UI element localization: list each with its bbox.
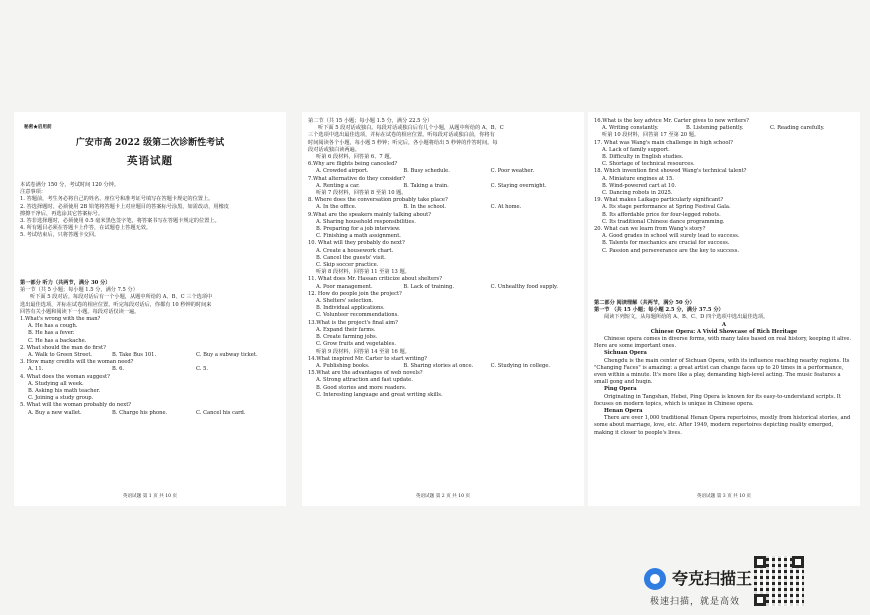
- answer-option: C. Reading carefully.: [770, 125, 825, 132]
- question-list: [20, 316, 280, 417]
- answer-option: B. In the school.: [403, 204, 447, 211]
- answer-option: A. Walk to Green Street.: [28, 352, 93, 359]
- answer-option: B. Wind-powered cart at 10.: [602, 182, 677, 189]
- secret-label: 秘密★启用前: [24, 125, 52, 130]
- answer-option: B. Talents for mechanics are crucial for success.: [602, 240, 730, 247]
- answer-option: B. Its affordable price for four-legged robots.: [602, 211, 721, 218]
- qr-corner: [754, 594, 766, 606]
- answer-option: A. Crowded airport.: [316, 168, 369, 175]
- opera-paragraph: There are over 1,000 traditional Henan Opera repertoires, mostly from historical stories, and some about marriage, love, etc. After 1949, modern repertoires depicting reality emerged, making it closer to people's lives.: [594, 415, 851, 436]
- listening-section-2: [308, 118, 578, 399]
- exam-page-1: [14, 112, 286, 506]
- instruction-line: 三个选项中选出最佳选项，并标在试卷的相应位置。听每段对话或独白前，你将有: [308, 132, 495, 139]
- instruction-line: 听下面 5 段对话。每段对话后有一个小题，从题中所给的 A、B、C 三个选项中: [30, 294, 213, 301]
- page-footer: 英语试题 第 1 页 共 10 页: [122, 493, 178, 499]
- answer-option: A. Sharing household responsibilities.: [316, 218, 416, 225]
- answer-option: C. Buy a subway ticket.: [196, 352, 258, 359]
- instruction-line: 5. 考试结束后，只将答题卡交回。: [20, 232, 100, 239]
- question-stem: 13.What is the project's final aim?: [308, 319, 398, 326]
- question-stem: 11. What does Mr. Hassan criticize about shelters?: [308, 276, 442, 283]
- answer-option: A. Its stage performance at Spring Festival Gala.: [602, 204, 731, 211]
- answer-option: A. 11.: [28, 366, 44, 373]
- option-row: [308, 284, 578, 291]
- answer-option: C. Interesting language and great writing skills.: [316, 391, 443, 398]
- qr-corner: [792, 556, 804, 568]
- answer-option: B. Individual applications.: [316, 305, 385, 312]
- opera-name: Sichuan Opera: [604, 350, 647, 357]
- section-instructions: [20, 294, 280, 316]
- answer-option: C. Poor weather.: [490, 168, 535, 175]
- instruction-line: 本试卷满分 150 分，考试时间 120 分钟。: [20, 182, 120, 188]
- question-stem: 4. What does the woman suggest?: [20, 373, 110, 380]
- question-stem: 16.What is the key advice Mr. Carter gives to new writers?: [594, 118, 749, 124]
- scanner-slogan: 极速扫描，就是高效: [650, 597, 741, 607]
- answer-option: C. Shortage of technical resources.: [602, 161, 695, 168]
- passage-letter: A: [721, 321, 727, 328]
- answer-option: C. Cancel his card.: [196, 409, 246, 416]
- answer-option: B. Lack of training.: [403, 283, 454, 290]
- answer-option: B. 6.: [112, 366, 125, 373]
- answer-option: A. Publishing books.: [316, 362, 370, 369]
- answer-option: C. 5.: [196, 366, 209, 373]
- answer-option: A. Studying all week.: [28, 380, 84, 387]
- instruction-line: 4. 所有题目必须在答题卡上作答，在试题卷上答题无效。: [20, 225, 152, 232]
- answer-option: A. Shelters' selection.: [316, 298, 374, 305]
- answer-option: A. Lack of family support.: [602, 146, 670, 153]
- scanner-name: 夸克扫描王: [672, 569, 753, 588]
- option-row: [308, 363, 578, 370]
- scanner-watermark: [644, 564, 844, 610]
- instruction-line: 时间阅读各个小题，每小题 5 秒钟；听完后，各小题将给出 5 秒钟的作答时间。每: [308, 139, 498, 146]
- answer-option: A. He has a cough.: [28, 323, 78, 330]
- answer-option: C. Unhealthy food supply.: [490, 283, 558, 290]
- question-stem: 17. What was Wang's main challenge in high school?: [594, 139, 733, 146]
- answer-option: C. He has a backache.: [28, 337, 87, 344]
- option-row: [308, 204, 578, 211]
- page-footer: 英语试题 第 2 页 共 10 页: [415, 493, 471, 499]
- answer-option: A. Buy a new wallet.: [28, 409, 82, 416]
- opera-name: Ping Opera: [604, 386, 637, 393]
- subject-title: 英语试题: [127, 155, 173, 167]
- question-stem: 2. What should the man do first?: [20, 344, 106, 351]
- answer-option: C. Volunteer recommendations.: [316, 312, 399, 319]
- instruction-line: 3. 答非选择题时，必须使用 0.5 毫米黑色签字笔，将答案书写在答题卡规定的位置上。: [20, 218, 220, 225]
- answer-option: C. Passion and perseverance are the key to success.: [602, 247, 740, 254]
- answer-option: A. Create a housework chart.: [316, 247, 394, 254]
- answer-option: B. Taking a train.: [403, 182, 449, 189]
- option-row: [308, 183, 578, 190]
- opera-list: [594, 350, 854, 436]
- answer-option: A. Miniature engines at 15.: [602, 175, 674, 182]
- instruction-line: 擦擦干净后，再选涂其它答案标号。: [20, 210, 104, 217]
- exam-instructions: [20, 182, 280, 240]
- question-stem: 12. How do people join the project?: [308, 290, 402, 297]
- scanner-logo-icon: [644, 568, 666, 590]
- answer-option: A. In the office.: [316, 204, 357, 211]
- answer-option: B. He has a fever.: [28, 330, 75, 337]
- section-heading: 第一节（共 5 小题；每小题 1.5 分，满分 7.5 分）: [20, 287, 138, 294]
- part-heading: 第二部分 阅读理解（共两节，满分 50 分）: [594, 300, 695, 306]
- qr-code-icon: [754, 556, 804, 606]
- exam-page-2: [302, 112, 584, 506]
- instruction-line: 1. 答题前，考生务必将自己的姓名、座位号和准考证号填写在答题卡规定的位置上。: [20, 196, 214, 203]
- question-stem: 10. What will they probably do next?: [308, 240, 405, 247]
- answer-option: C. Skip soccer practice.: [316, 262, 379, 269]
- option-row: [20, 352, 280, 359]
- question-stem: 18. Which invention first showed Wang's technical talent?: [594, 168, 747, 175]
- answer-option: A. Expand their farms.: [316, 326, 376, 333]
- question-stem: 7.What alternative do they consider?: [308, 175, 406, 182]
- listening-section: [20, 280, 280, 417]
- instruction-line: 回答有关小题和阅读下一小题。每段对话仅读一遍。: [20, 308, 140, 315]
- answer-option: B. Charge his phone.: [112, 409, 168, 416]
- listening-material-heading: 听第 9 段材料，回答第 14 至第 16 题。: [316, 348, 410, 355]
- answer-option: B. Take Bus 101.: [112, 352, 157, 359]
- answer-option: C. Studying in college.: [490, 362, 551, 369]
- opera-paragraph: Originating in Tangshan, Hebei, Ping Opera is known for its easy-to-understand scripts. It focuses on modern topics, which is unique in Chinese opera.: [594, 393, 841, 407]
- question-stem: 5. What will the woman probably do next?: [20, 402, 132, 409]
- question-stem: 20. What can we learn from Wang's story?: [594, 226, 706, 233]
- instruction-line: 注意事项：: [20, 189, 46, 196]
- qr-corner: [754, 556, 766, 568]
- listening-material-heading: 听第 8 段材料，回答第 11 至第 13 题。: [316, 269, 410, 276]
- exam-page-3: [588, 112, 860, 506]
- part-heading: 第一部分 听力（共两节，满分 30 分）: [20, 280, 111, 286]
- answer-option: B. Asking his math teacher.: [28, 388, 101, 395]
- section-instructions: [308, 125, 578, 154]
- answer-option: A. Writing constantly.: [602, 125, 659, 132]
- instruction-line: 听下面 5 段对话或独白。每段对话或独白后有几个小题，从题中所给的 A、B、C: [318, 125, 504, 132]
- question-list: [308, 154, 578, 399]
- listening-material-heading: 听第 10 段材料，回答第 17 至第 20 题。: [602, 132, 700, 139]
- answer-option: A. Poor management.: [316, 283, 373, 290]
- instruction-line: 选出最佳选项，并标在试卷的相应位置。听完每段对话后，你都有 10 秒钟的时间来: [20, 301, 212, 308]
- question-stem: 19. What makes Laikago particularly significant?: [594, 197, 724, 204]
- option-row: [20, 410, 280, 417]
- answer-option: B. Listening patiently.: [686, 125, 744, 132]
- listening-material-heading: 听第 7 段材料，回答第 8 至第 10 题。: [316, 190, 407, 197]
- answer-option: B. Cancel the guests' visit.: [316, 254, 386, 261]
- question-stem: 1.What's wrong with the man?: [20, 316, 101, 323]
- answer-option: B. Good stories and more readers.: [316, 384, 407, 391]
- instruction-line: 段对话或独白读两遍。: [308, 146, 360, 153]
- instruction-line: 2. 答选择题时，必须使用 2B 铅笔将答题卡上对应题目的答案标号涂黑，如需改动，用橡皮: [20, 203, 229, 210]
- answer-option: B. Busy schedule.: [403, 168, 450, 175]
- option-row: [20, 366, 280, 373]
- listening-section-3: [594, 118, 854, 255]
- question-stem: 9.What are the speakers mainly talking about?: [308, 211, 431, 218]
- answer-option: B. Sharing stories at once.: [403, 362, 474, 369]
- option-row: [308, 168, 578, 175]
- answer-option: C. Its traditional Chinese dance programming.: [602, 218, 725, 225]
- opera-paragraph: Chengdu is the main center of Sichuan Opera, with its influence reaching nearby regions. Its "Changing Faces" is amazing: a great artist can change faces up to 20 times in a performance, even within a minute. It's more like a play, demanding high-level acting. The music features a small gong and huqin.: [594, 357, 850, 386]
- question-stem: 15.What are the advantages of web novels?: [308, 370, 423, 377]
- listening-material-heading: 听第 6 段材料，回答第 6、7 题。: [316, 154, 395, 161]
- answer-option: C. Staying overnight.: [490, 182, 547, 189]
- passage-title: Chinese Opera: A Vivid Showcase of Rich Heritage: [650, 328, 798, 335]
- reading-section: [594, 300, 854, 437]
- opera-name: Henan Opera: [604, 408, 643, 415]
- page-footer: 英语试题 第 3 页 共 10 页: [696, 493, 752, 499]
- answer-option: C. Joining a study group.: [28, 395, 94, 402]
- passage-intro: Chinese opera comes in diverse forms, with many tales based on real history, keeping it alive. Here are some important ones.: [594, 336, 852, 350]
- exam-title: 广安市高 2022 级第二次诊断性考试: [75, 138, 225, 148]
- answer-option: C. At home.: [490, 204, 522, 211]
- answer-option: C. Dancing robots in 2025.: [602, 190, 673, 197]
- answer-option: B. Difficulty in English studies.: [602, 154, 684, 161]
- question-list: [594, 118, 854, 255]
- question-stem: 3. How many credits will the woman need?: [20, 359, 134, 366]
- answer-option: C. Finishing a math assignment.: [316, 233, 401, 240]
- question-stem: 6.Why are flights being canceled?: [308, 161, 398, 168]
- question-stem: 14.What inspired Mr. Carter to start writing?: [308, 355, 427, 362]
- answer-option: B. Preparing for a job interview.: [316, 226, 401, 233]
- answer-option: A. Good grades in school will surely lead to success.: [602, 233, 740, 240]
- answer-option: B. Create farming jobs.: [316, 334, 378, 341]
- answer-option: C. Grow fruits and vegetables.: [316, 341, 397, 348]
- section-heading: 第一节 （共 15 小题；每小题 2.5 分，满分 37.5 分）: [594, 307, 724, 314]
- section-heading: 第二节（共 15 小题；每小题 1.5 分，满分 22.5 分）: [308, 118, 433, 124]
- answer-option: A. Renting a car.: [316, 182, 360, 189]
- answer-option: A. Strong attraction and fast update.: [316, 377, 413, 384]
- reading-instructions: 阅读下列短文，从每题所给的 A、B、C、D 四个选项中选出最佳选项。: [604, 314, 769, 321]
- question-stem: 8. Where does the conversation probably take place?: [308, 197, 448, 204]
